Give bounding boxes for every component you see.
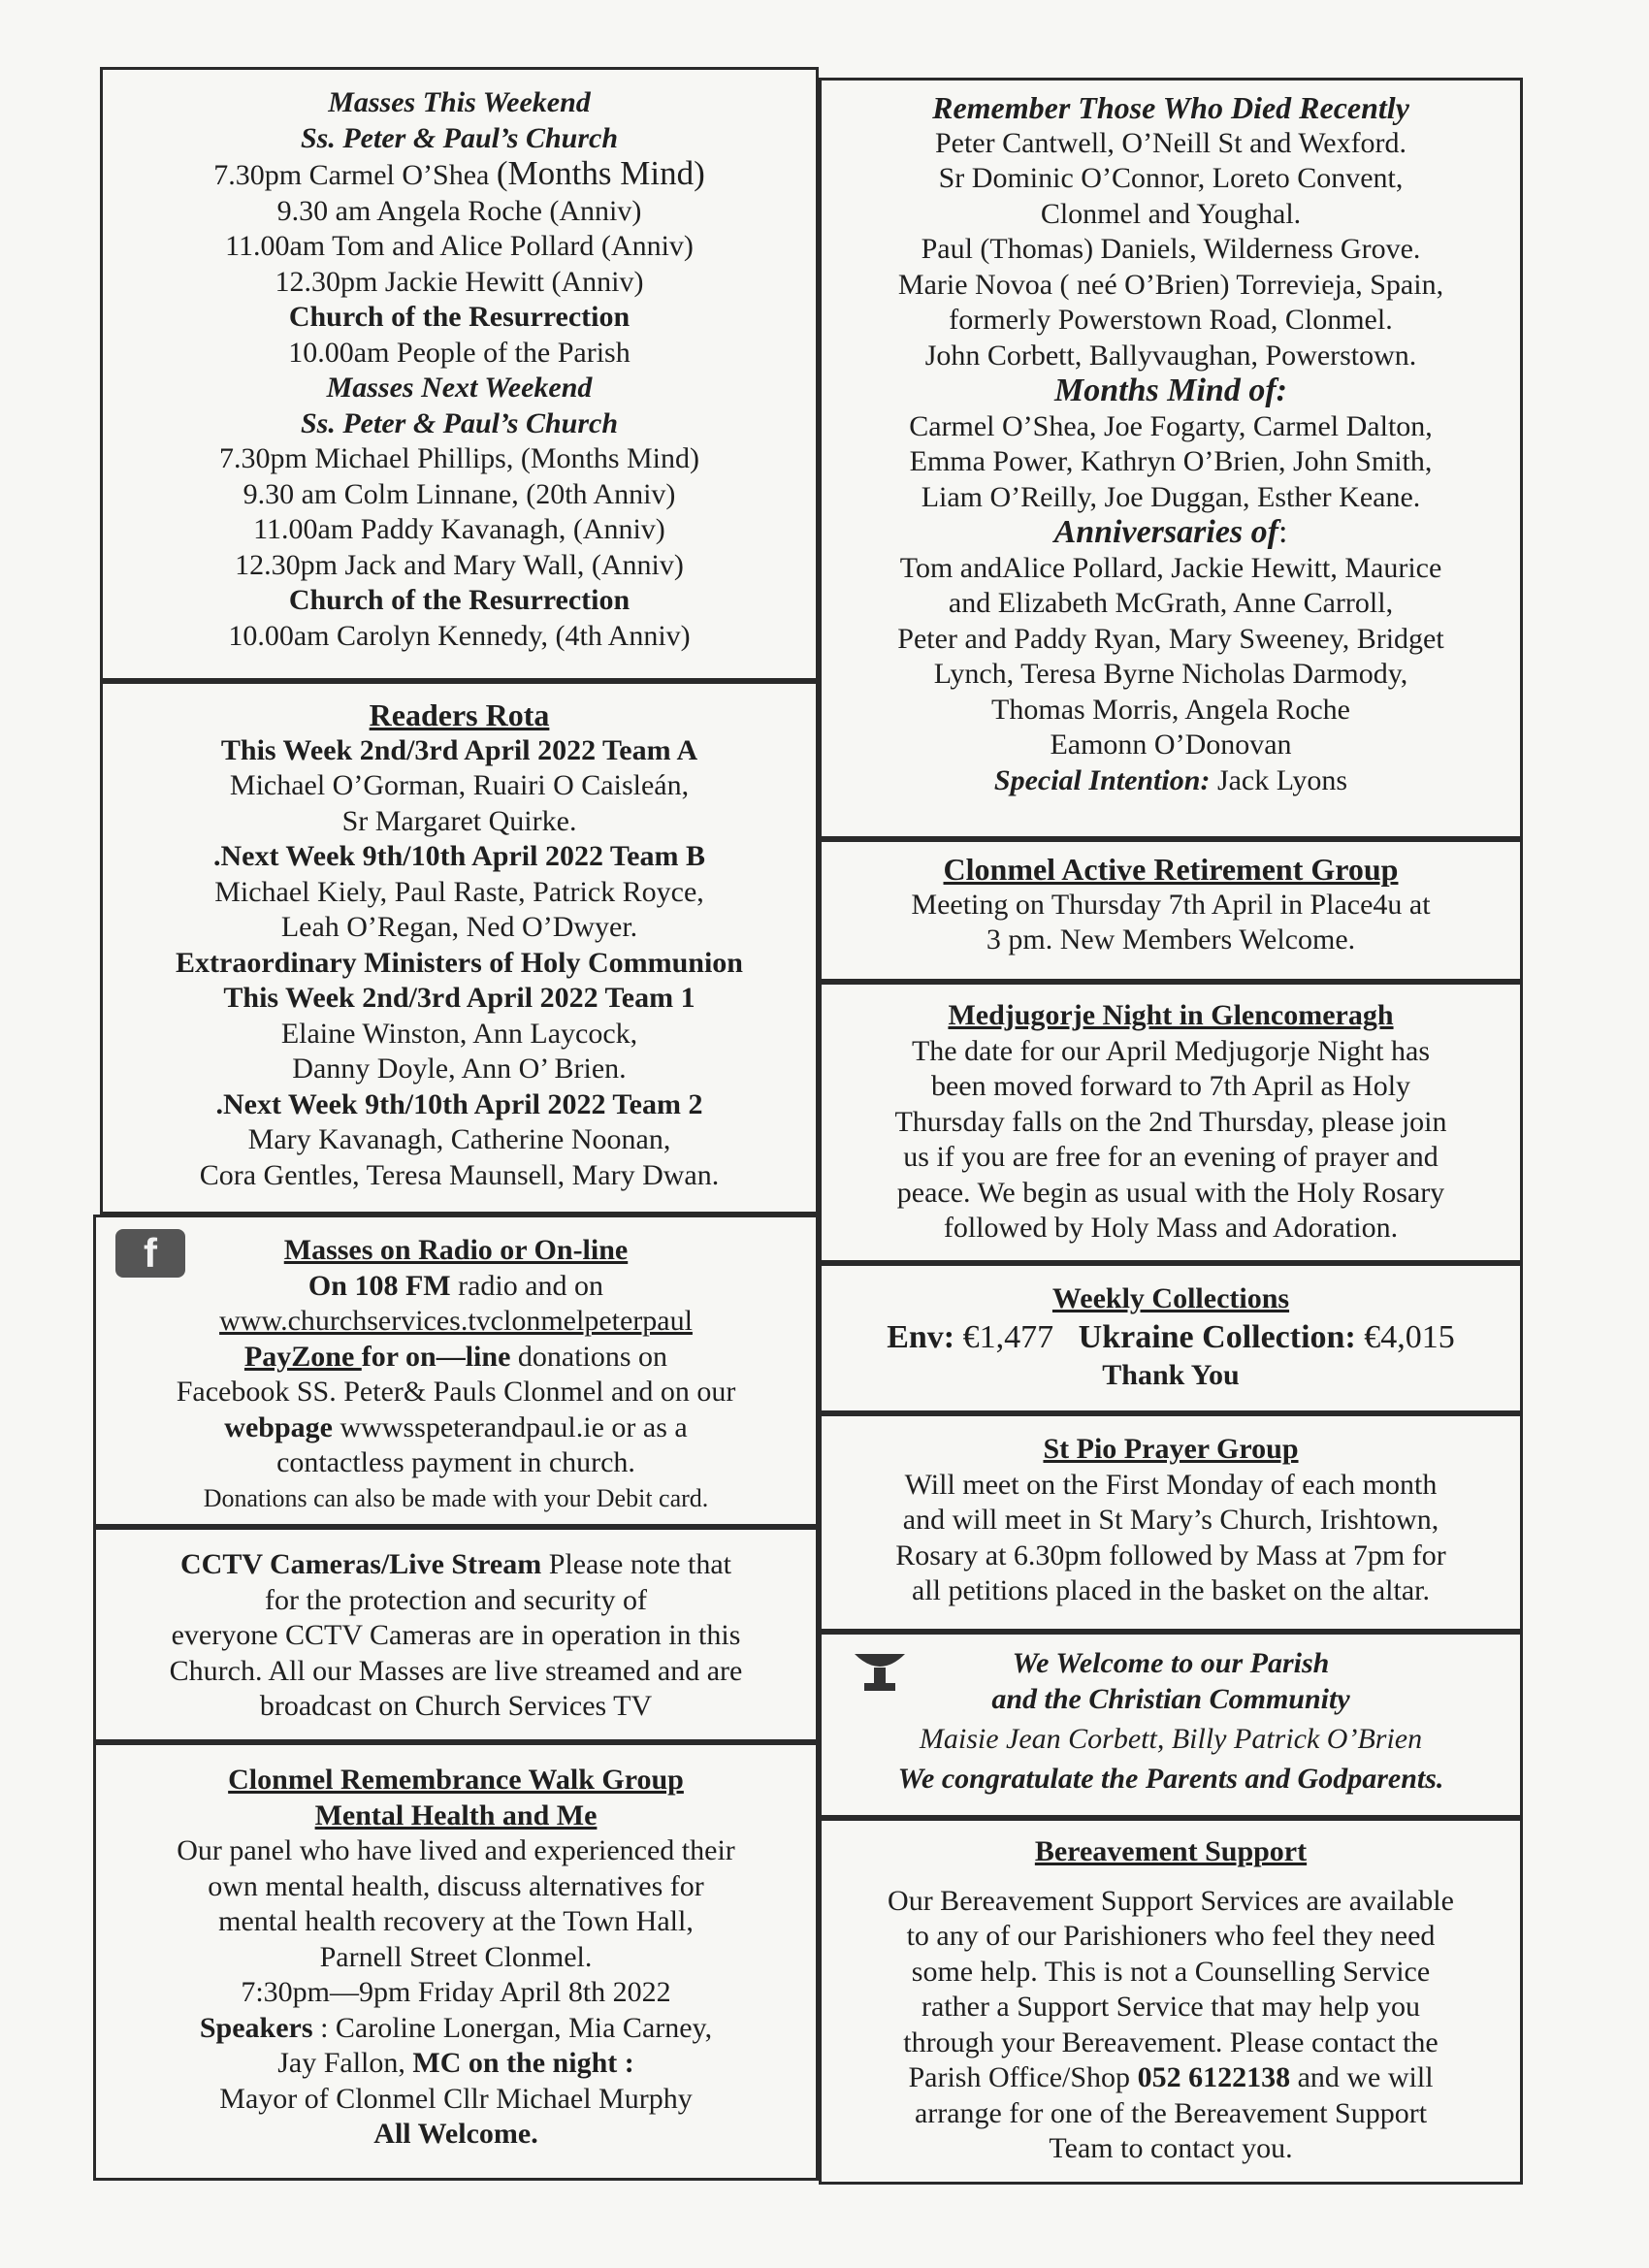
retirement-text: 3 pm. New Members Welcome. <box>986 923 1356 956</box>
masses-title: Masses Next Weekend <box>326 372 593 404</box>
welcome-title: We Welcome to our Parish <box>1012 1647 1330 1679</box>
masses-title: Masses This Weekend <box>328 86 591 118</box>
mass-time: 12.30pm Jack and Mary Wall, (Anniv) <box>235 548 684 581</box>
medjugorje-text: The date for our April Medjugorje Night has <box>911 1034 1431 1067</box>
died-name: Paul (Thomas) Daniels, Wilderness Grove. <box>921 233 1421 265</box>
mass-time: 9.30 am Colm Linnane, (20th Anniv) <box>242 477 676 510</box>
medjugorje-text: followed by Holy Mass and Adoration. <box>943 1212 1399 1244</box>
cctv-text: CCTV Cameras/Live Stream Please note that <box>180 1548 731 1580</box>
cctv-text: everyone CCTV Cameras are in operation in this <box>171 1619 741 1651</box>
rota-names: Michael O’Gorman, Ruairi O Caisleán, <box>229 769 690 801</box>
died-name: Peter Cantwell, O’Neill St and Wexford. <box>934 126 1407 159</box>
cctv-text: broadcast on Church Services TV <box>259 1690 653 1722</box>
months-mind-title: Months Mind of: <box>1054 373 1287 408</box>
medjugorje-title: Medjugorje Night in Glencomeragh <box>948 999 1394 1031</box>
church-name: Church of the Resurrection <box>288 584 630 616</box>
masses-box <box>100 67 819 681</box>
mass-time: 11.00am Paddy Kavanagh, (Anniv) <box>253 513 665 545</box>
medjugorje-text: peace. We begin as usual with the Holy Rosary <box>896 1176 1445 1209</box>
died-name: Marie Novoa ( neé O’Brien) Torrevieja, Spain, <box>897 268 1444 301</box>
walk-text: own mental health, discuss alternatives for <box>208 1869 704 1902</box>
bereavement-text: rather a Support Service that may help you <box>921 1991 1420 2023</box>
rota-names: Leah O’Regan, Ned O’Dwyer. <box>280 911 638 943</box>
medjugorje-box <box>819 982 1523 1263</box>
radio-title: Masses on Radio or On-line <box>283 1234 629 1266</box>
retirement-title: Clonmel Active Retirement Group <box>943 852 1399 887</box>
rota-week: .Next Week 9th/10th April 2022 Team B <box>213 840 705 872</box>
anniversary-names: Lynch, Teresa Byrne Nicholas Darmody, <box>933 658 1408 690</box>
congratulations: We congratulate the Parents and Godparents. <box>897 1763 1444 1795</box>
walk-text: mental health recovery at the Town Hall, <box>218 1905 694 1937</box>
rota-names: Elaine Winston, Ann Laycock, <box>280 1017 638 1050</box>
church-name: Ss. Peter & Paul’s Church <box>301 406 618 439</box>
phone-number[interactable]: 052 6122138 <box>1137 2061 1291 2093</box>
ministers-title: Extraordinary Ministers of Holy Communion <box>176 946 743 979</box>
walk-speakers: Speakers : Caroline Lonergan, Mia Carney, <box>199 2011 713 2044</box>
pio-text: and will meet in St Mary’s Church, Irishtown, <box>902 1504 1439 1536</box>
walk-subtitle: Mental Health and Me <box>314 1798 598 1831</box>
months-mind-names: Liam O’Reilly, Joe Duggan, Esther Keane. <box>921 480 1421 513</box>
died-name: formerly Powerstown Road, Clonmel. <box>949 304 1393 336</box>
walk-box <box>93 1742 819 2181</box>
bereavement-text: to any of our Parishioners who feel they need <box>906 1920 1436 1952</box>
medjugorje-text: us if you are free for an evening of prayer and <box>903 1141 1439 1173</box>
collections-box <box>819 1263 1523 1413</box>
pio-box <box>819 1413 1523 1632</box>
died-name: John Corbett, Ballyvaughan, Powerstown. <box>924 339 1417 372</box>
walk-welcome: All Welcome. <box>373 2118 538 2150</box>
pio-title: St Pio Prayer Group <box>1043 1433 1299 1465</box>
retirement-text: Meeting on Thursday 7th April in Place4u at <box>911 888 1431 921</box>
readers-title: Readers Rota <box>369 697 550 732</box>
mass-time: 12.30pm Jackie Hewitt (Anniv) <box>275 265 644 298</box>
bereavement-contact: Parish Office/Shop 052 6122138 and we will <box>908 2061 1434 2093</box>
bereavement-text: Team to contact you. <box>1049 2132 1293 2164</box>
collections-amounts: Env: €1,477 Ukraine Collection: €4,015 <box>887 1318 1455 1355</box>
mass-time: 7.30pm Michael Phillips, (Months Mind) <box>219 442 699 474</box>
pio-text: Rosary at 6.30pm followed by Mass at 7pm for <box>895 1539 1446 1571</box>
welcome-subtitle: and the Christian Community <box>991 1682 1350 1715</box>
died-name: Clonmel and Youghal. <box>1040 197 1302 230</box>
website-link[interactable]: www.churchservices.tvclonmelpeterpaul <box>219 1305 693 1337</box>
welcome-box <box>819 1632 1523 1818</box>
rota-names: Michael Kiely, Paul Raste, Patrick Royce, <box>214 875 704 908</box>
cctv-text: for the protection and security of <box>264 1583 648 1616</box>
baptism-names: Maisie Jean Corbett, Billy Patrick O’Brien <box>919 1723 1423 1755</box>
bereavement-text: arrange for one of the Bereavement Support <box>914 2096 1428 2129</box>
radio-box <box>93 1215 819 1527</box>
radio-text: webpage wwwsspeterandpaul.ie or as a <box>224 1410 688 1443</box>
walk-text: Mayor of Clonmel Cllr Michael Murphy <box>219 2082 693 2115</box>
rota-week: This Week 2nd/3rd April 2022 Team A <box>220 733 698 766</box>
bereavement-text: some help. This is not a Counselling Service <box>911 1955 1431 1988</box>
pio-text: all petitions placed in the basket on the altar. <box>911 1574 1430 1606</box>
walk-text: Parnell Street Clonmel. <box>319 1940 593 1973</box>
anniversary-names: and Elizabeth McGrath, Anne Carroll, <box>948 587 1394 619</box>
bereavement-title: Bereavement Support <box>1034 1835 1308 1867</box>
rota-week: .Next Week 9th/10th April 2022 Team 2 <box>215 1087 703 1120</box>
rota-names: Cora Gentles, Teresa Maunsell, Mary Dwan. <box>199 1158 720 1191</box>
church-name: Ss. Peter & Paul’s Church <box>301 121 618 154</box>
collections-title: Weekly Collections <box>1051 1282 1290 1314</box>
rota-names: Danny Doyle, Ann O’ Brien. <box>292 1053 627 1085</box>
remember-box <box>819 78 1523 839</box>
facebook-icon[interactable]: f <box>115 1229 185 1278</box>
rota-names: Mary Kavanagh, Catherine Noonan, <box>247 1123 671 1155</box>
walk-speakers: Jay Fallon, MC on the night : <box>277 2047 634 2079</box>
walk-text: Our panel who have lived and experienced their <box>177 1834 735 1866</box>
church-name: Church of the Resurrection <box>288 301 630 333</box>
mass-time: 10.00am People of the Parish <box>288 336 630 369</box>
baptism-font-icon <box>851 1646 909 1695</box>
bereavement-box <box>819 1818 1523 2185</box>
anniversaries-title: Anniversaries of: <box>1053 514 1288 550</box>
remember-title: Remember Those Who Died Recently <box>932 90 1409 125</box>
mass-time: 10.00am Carolyn Kennedy, (4th Anniv) <box>228 619 691 652</box>
bereavement-text: through your Bereavement. Please contact the <box>903 2025 1439 2058</box>
special-intention: Special Intention: Jack Lyons <box>993 763 1348 796</box>
readers-box <box>100 681 819 1215</box>
mass-time: 7.30pm Carmel O’Shea (Months Mind) <box>213 154 705 192</box>
bereavement-text: Our Bereavement Support Services are available <box>888 1884 1454 1917</box>
walk-time: 7:30pm—9pm Friday April 8th 2022 <box>241 1976 671 2008</box>
mass-time: 9.30 am Angela Roche (Anniv) <box>276 194 642 227</box>
walk-title: Clonmel Remembrance Walk Group <box>228 1764 684 1796</box>
rota-week: This Week 2nd/3rd April 2022 Team 1 <box>223 982 695 1014</box>
medjugorje-text: Thursday falls on the 2nd Thursday, please join <box>894 1105 1447 1138</box>
radio-text: contactless payment in church. <box>276 1446 635 1478</box>
pio-text: Will meet on the First Monday of each month <box>904 1468 1438 1501</box>
radio-text: Facebook SS. Peter& Pauls Clonmel and on our <box>176 1376 736 1408</box>
months-mind-names: Emma Power, Kathryn O’Brien, John Smith, <box>909 445 1433 477</box>
debit-note: Donations can also be made with your Debit card. <box>203 1483 709 1512</box>
months-mind-names: Carmel O’Shea, Joe Fogarty, Carmel Dalton, <box>909 409 1433 442</box>
medjugorje-text: been moved forward to 7th April as Holy <box>930 1070 1411 1102</box>
retirement-box <box>819 839 1523 982</box>
rota-names: Sr Margaret Quirke. <box>341 804 577 837</box>
collections-thanks: Thank You <box>1102 1358 1240 1391</box>
anniversary-names: Peter and Paddy Ryan, Mary Sweeney, Bridget <box>897 622 1444 655</box>
radio-text: PayZone for on—line donations on <box>243 1340 668 1373</box>
anniversary-names: Thomas Morris, Angela Roche <box>991 693 1350 726</box>
anniversary-names: Tom andAlice Pollard, Jackie Hewitt, Maurice <box>899 551 1442 584</box>
cctv-box <box>93 1527 819 1742</box>
radio-text: On 108 FM radio and on <box>307 1269 604 1302</box>
mass-time: 11.00am Tom and Alice Pollard (Anniv) <box>225 230 694 262</box>
anniversary-names: Eamonn O’Donovan <box>1050 729 1292 761</box>
cctv-text: Church. All our Masses are live streamed and are <box>169 1654 743 1687</box>
died-name: Sr Dominic O’Connor, Loreto Convent, <box>938 162 1404 194</box>
